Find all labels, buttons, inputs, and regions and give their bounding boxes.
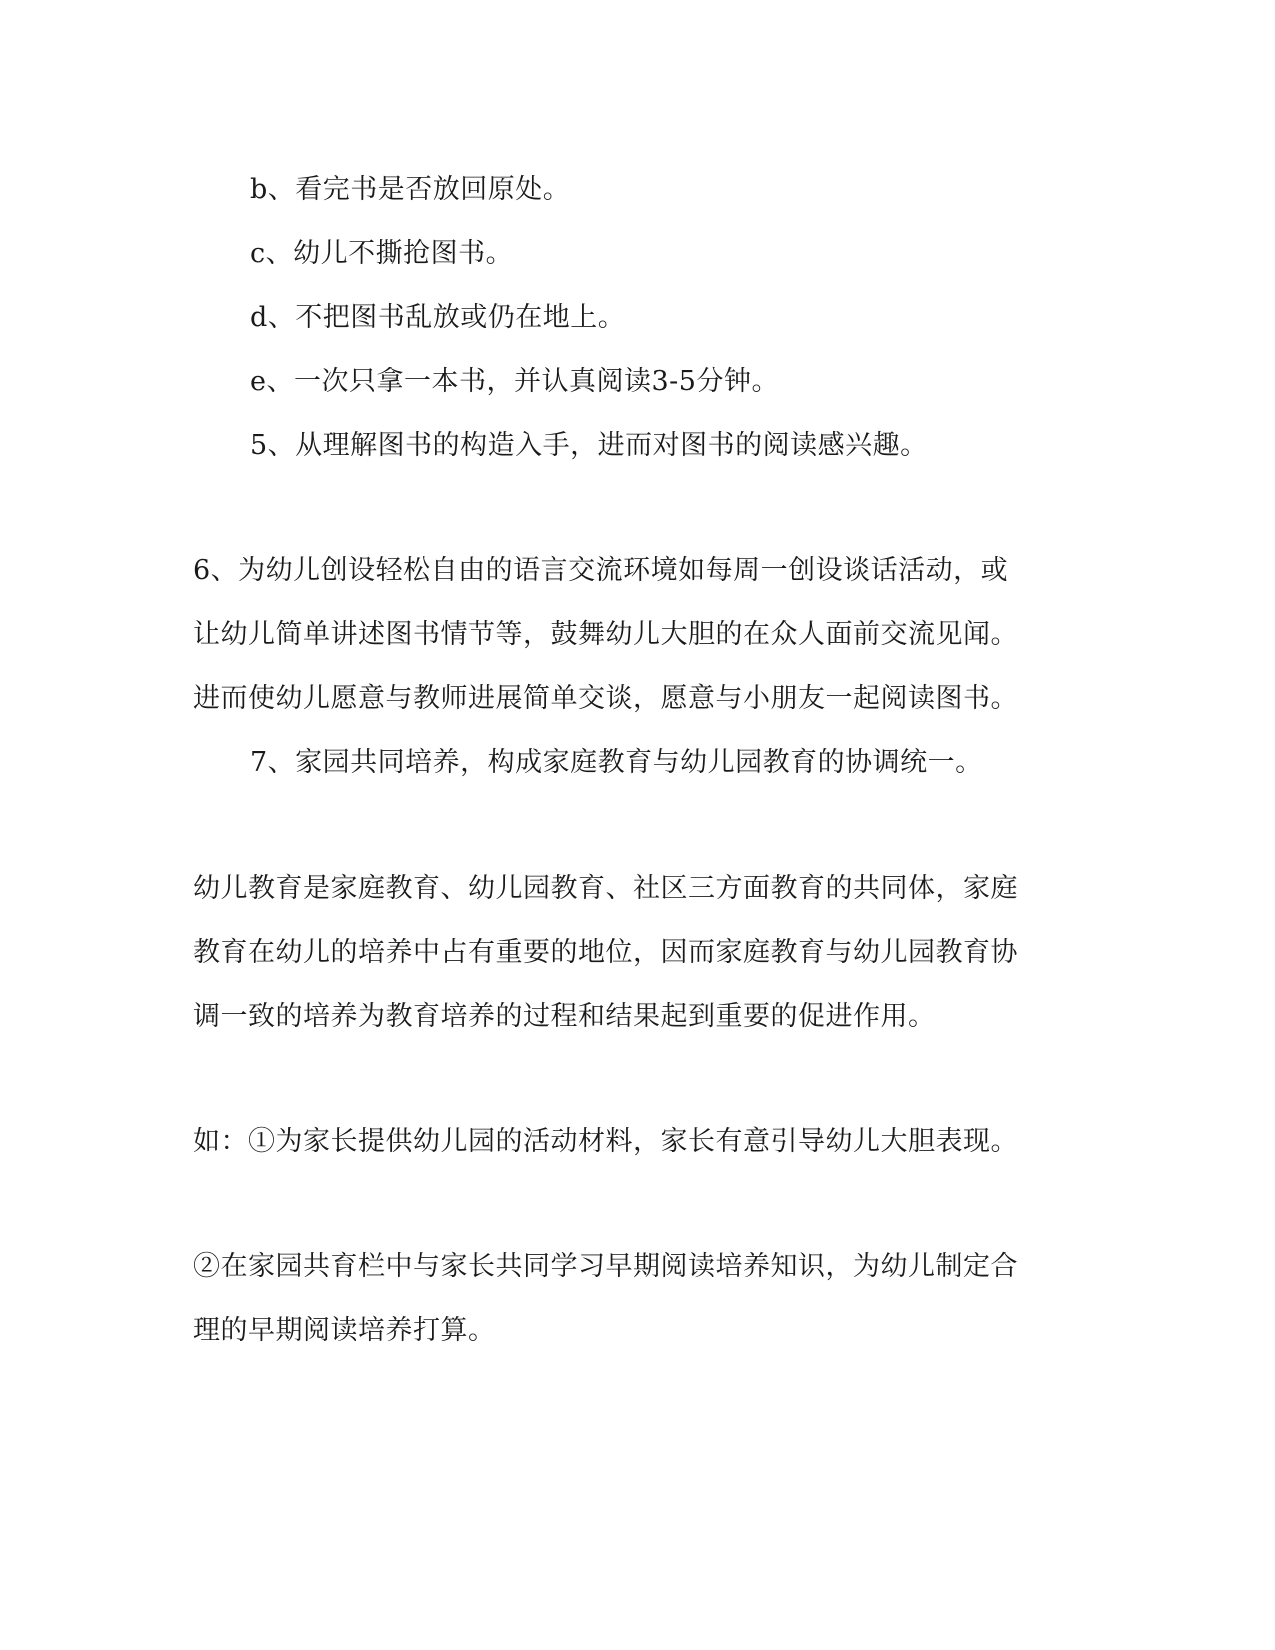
list-item-e: e、一次只拿一本书，并认真阅读3-5分钟。 [250,366,779,397]
example-2-line-1: ②在家园共育栏中与家长共同学习早期阅读培养知识，为幼儿制定合 [193,1251,1018,1282]
paragraph-family-line-3: 调一致的培养为教育培养的过程和结果起到重要的促进作用。 [193,1001,936,1032]
paragraph-6-line-3: 进而使幼儿愿意与教师进展简单交谈，愿意与小朋友一起阅读图书。 [193,683,1018,714]
list-item-b: b、看完书是否放回原处。 [250,174,571,205]
paragraph-6-line-2: 让幼儿简单讲述图书情节等，鼓舞幼儿大胆的在众人面前交流见闻。 [193,619,1018,650]
list-item-7: 7、家园共同培养，构成家庭教育与幼儿园教育的协调统一。 [250,747,983,778]
list-item-d: d、不把图书乱放或仍在地上。 [250,302,626,333]
list-item-5: 5、从理解图书的构造入手，进而对图书的阅读感兴趣。 [250,430,928,461]
paragraph-family-line-1: 幼儿教育是家庭教育、幼儿园教育、社区三方面教育的共同体，家庭 [193,873,1018,904]
example-2-line-2: 理的早期阅读培养打算。 [193,1315,496,1346]
paragraph-family-line-2: 教育在幼儿的培养中占有重要的地位，因而家庭教育与幼儿园教育协 [193,937,1018,968]
paragraph-6-line-1: 6、为幼儿创设轻松自由的语言交流环境如每周一创设谈话活动，或 [193,555,1009,586]
list-item-c: c、幼儿不撕抢图书。 [250,238,514,269]
example-1: 如：①为家长提供幼儿园的活动材料，家长有意引导幼儿大胆表现。 [193,1126,1018,1157]
